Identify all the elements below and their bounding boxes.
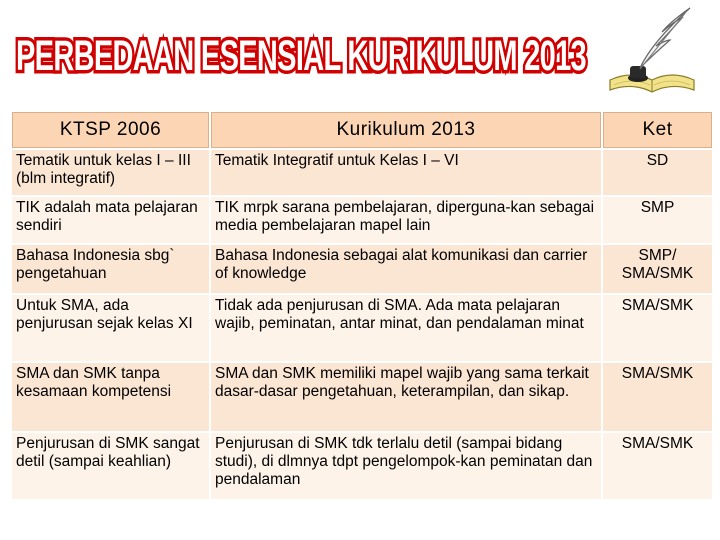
k13-cell: SMA dan SMK memiliki mapel wajib yang sama terkait dasar-dasar pengetahuan, keterampilan, dan sikap. bbox=[211, 363, 601, 431]
quill-book-icon bbox=[600, 2, 700, 102]
page-title bbox=[0, 0, 600, 90]
header-kurikulum-2013: Kurikulum 2013 bbox=[211, 112, 601, 148]
table-row bbox=[12, 245, 712, 293]
table-row bbox=[12, 295, 712, 361]
k13-cell: Tematik Integratif untuk Kelas I – VI bbox=[211, 150, 601, 195]
header-ktsp: KTSP 2006 bbox=[12, 112, 209, 148]
ket-cell: SD bbox=[603, 150, 712, 195]
k13-cell: Penjurusan di SMK tdk terlalu detil (sampai bidang studi), di dlmnya tdpt pengelompok-kan peminatan dan pendalaman bbox=[211, 433, 601, 499]
k13-cell: Tidak ada penjurusan di SMA. Ada mata pelajaran wajib, peminatan, antar minat, dan pendalaman minat bbox=[211, 295, 601, 361]
title-outline: PERBEDAAN ESENSIAL KURIKULUM 2013 bbox=[16, 32, 587, 80]
k13-cell: TIK mrpk sarana pembelajaran, diperguna-kan sebagai media pembelajaran mapel lain bbox=[211, 197, 601, 243]
ket-cell: SMP bbox=[603, 197, 712, 243]
table-header-row bbox=[12, 112, 712, 148]
table-row bbox=[12, 150, 712, 195]
table-row bbox=[12, 197, 712, 243]
ket-cell: SMP/ SMA/SMK bbox=[603, 245, 712, 293]
comparison-table bbox=[10, 110, 714, 501]
ktsp-cell: Bahasa Indonesia sbg` pengetahuan bbox=[12, 245, 209, 293]
ket-cell: SMA/SMK bbox=[603, 433, 712, 499]
table-row bbox=[12, 433, 712, 499]
ket-cell: SMA/SMK bbox=[603, 295, 712, 361]
header-ket: Ket bbox=[603, 112, 712, 148]
ktsp-cell: Tematik untuk kelas I – III (blm integratif) bbox=[12, 150, 209, 195]
ktsp-cell: SMA dan SMK tanpa kesamaan kompetensi bbox=[12, 363, 209, 431]
ktsp-cell: TIK adalah mata pelajaran sendiri bbox=[12, 197, 209, 243]
ktsp-cell: Penjurusan di SMK sangat detil (sampai keahlian) bbox=[12, 433, 209, 499]
ket-cell: SMA/SMK bbox=[603, 363, 712, 431]
table-row bbox=[12, 363, 712, 431]
k13-cell: Bahasa Indonesia sebagai alat komunikasi dan carrier of knowledge bbox=[211, 245, 601, 293]
ktsp-cell: Untuk SMA, ada penjurusan sejak kelas XI bbox=[12, 295, 209, 361]
